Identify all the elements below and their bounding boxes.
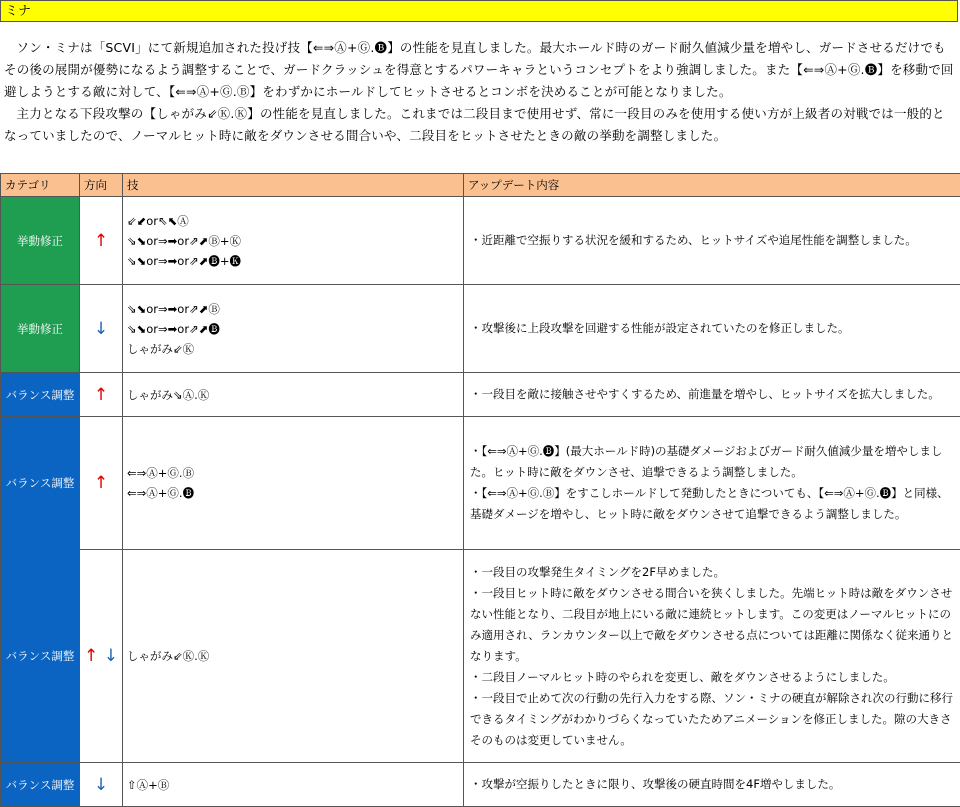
update-line: ・【⇐⇒Ⓐ+Ⓖ.🅑】(最大ホールド時)の基礎ダメージおよびガード耐久値減少量を増やしました。ヒット時に敵をダウンさせ、追撃できるよう調整しました。 [470, 441, 956, 483]
update-description [464, 373, 960, 417]
update-line: ・一段目で止めて次の行動の先行入力をする際、ソン・ミナの硬直が解除され次の行動に移行できるタイミングがわかりづらくなっていたためアニメーションを修正しました。隙の大きさそのものは変更していません。 [470, 688, 956, 751]
header-direction: 方向 [80, 174, 123, 197]
move-command: ⇘⬊or⇒➡or⇗⬈Ⓑ [127, 299, 459, 319]
direction-cell [80, 373, 123, 417]
category-cell: バランス調整 [1, 373, 80, 417]
move-cell [123, 763, 464, 807]
update-description [464, 197, 960, 285]
direction-cell [80, 197, 123, 285]
move-command: ⇘⬊or⇒➡or⇗⬈🅑 [127, 319, 459, 339]
move-cell [123, 285, 464, 373]
up-arrow-icon: ↑ [94, 385, 108, 405]
page-title: ミナ [0, 0, 958, 22]
update-description [464, 417, 960, 550]
intro-text [0, 23, 960, 173]
down-arrow-icon: ↓ [104, 646, 118, 666]
direction-cell [80, 417, 123, 550]
category-cell: 挙動修正 [1, 285, 80, 373]
header-move: 技 [123, 174, 464, 197]
update-line: ・二段目ノーマルヒット時のやられを変更し、敵をダウンさせるようにしました。 [470, 667, 956, 688]
table-row [1, 763, 960, 807]
update-line: ・近距離で空振りする状況を緩和するため、ヒットサイズや追尾性能を調整しました。 [470, 230, 956, 251]
move-cell [123, 373, 464, 417]
update-table [0, 173, 960, 807]
move-command: ⇙⬋or⇖⬉Ⓐ [127, 211, 459, 231]
update-line: ・一段目の攻撃発生タイミングを2F早めました。 [470, 562, 956, 583]
table-row [1, 550, 960, 763]
update-line: ・攻撃後に上段攻撃を回避する性能が設定されていたのを修正しました。 [470, 318, 956, 339]
move-command: ⇐⇒Ⓐ+Ⓖ.🅑 [127, 483, 459, 503]
intro-paragraph-1: ソン・ミナは「SCVI」にて新規追加された投げ技【⇐⇒Ⓐ+Ⓖ.🅑】の性能を見直しました。最大ホールド時のガード耐久値減少量を増やし、ガードさせるだけでもその後の展開が優勢になるよう調整することで、ガードクラッシュを得意とするパワーキャラというコンセプトをより強調しました。また【⇐⇒Ⓐ+Ⓖ.🅑】を移動で回避しようとする敵に対して、【⇐⇒Ⓐ+Ⓖ.Ⓑ】をわずかにホールドしてヒットさせるとコンボを決めることが可能となりました。 [4, 37, 954, 103]
down-arrow-icon: ↓ [94, 319, 108, 339]
move-command: ⇐⇒Ⓐ+Ⓖ.Ⓑ [127, 463, 459, 483]
update-description [464, 550, 960, 763]
update-line: ・一段目ヒット時に敵をダウンさせる間合いを狭くしました。先端ヒット時は敵をダウンさせない性能となり、二段目が地上にいる敵に連続ヒットします。この変更はノーマルヒットにのみ適用され、ランカウンター以上で敵をダウンさせる点については距離に関係なく従来通りとなります。 [470, 583, 956, 667]
direction-cell [80, 550, 123, 763]
table-row [1, 373, 960, 417]
down-arrow-icon: ↓ [94, 775, 108, 795]
move-command: ⇧Ⓐ+Ⓑ [127, 775, 459, 795]
move-command: しゃがみ⇙Ⓚ [127, 339, 459, 359]
direction-cell [80, 285, 123, 373]
update-line: ・攻撃が空振りしたときに限り、攻撃後の硬直時間を4F増やしました。 [470, 774, 956, 795]
table-row [1, 197, 960, 285]
table-header-row [1, 174, 960, 197]
up-arrow-icon: ↑ [94, 231, 108, 251]
move-command: ⇘⬊or⇒➡or⇗⬈🅑+🅚 [127, 251, 459, 271]
update-line: ・【⇐⇒Ⓐ+Ⓖ.Ⓑ】をすこしホールドして発動したときについても、【⇐⇒Ⓐ+Ⓖ.🅑】と同様、基礎ダメージを増やし、ヒット時に敵をダウンさせて追撃できるよう調整しました。 [470, 483, 956, 525]
up-arrow-icon: ↑ [84, 646, 98, 666]
move-command: しゃがみ⇙Ⓚ.Ⓚ [127, 646, 459, 666]
table-row [1, 285, 960, 373]
table-row [1, 417, 960, 550]
move-command: ⇘⬊or⇒➡or⇗⬈Ⓑ+Ⓚ [127, 231, 459, 251]
update-line: ・一段目を敵に接触させやすくするため、前進量を増やし、ヒットサイズを拡大しました。 [470, 384, 956, 405]
move-cell [123, 197, 464, 285]
move-command: しゃがみ⇘Ⓐ.Ⓚ [127, 385, 459, 405]
header-update: アップデート内容 [464, 174, 960, 197]
direction-cell [80, 763, 123, 807]
intro-paragraph-2: 主力となる下段攻撃の【しゃがみ⇙Ⓚ.Ⓚ】の性能を見直しました。これまでは二段目まで使用せず、常に一段目のみを使用する使い方が上級者の対戦では一般的となっていましたので、ノーマルヒット時に敵をダウンさせる間合いや、二段目をヒットさせたときの敵の挙動を調整しました。 [4, 103, 954, 147]
move-cell [123, 417, 464, 550]
category-cell: バランス調整 [1, 417, 80, 550]
header-category: カテゴリ [1, 174, 80, 197]
update-description [464, 285, 960, 373]
category-cell: バランス調整 [1, 763, 80, 807]
up-arrow-icon: ↑ [94, 473, 108, 493]
category-cell: 挙動修正 [1, 197, 80, 285]
update-description [464, 763, 960, 807]
category-cell: バランス調整 [1, 550, 80, 763]
move-cell [123, 550, 464, 763]
